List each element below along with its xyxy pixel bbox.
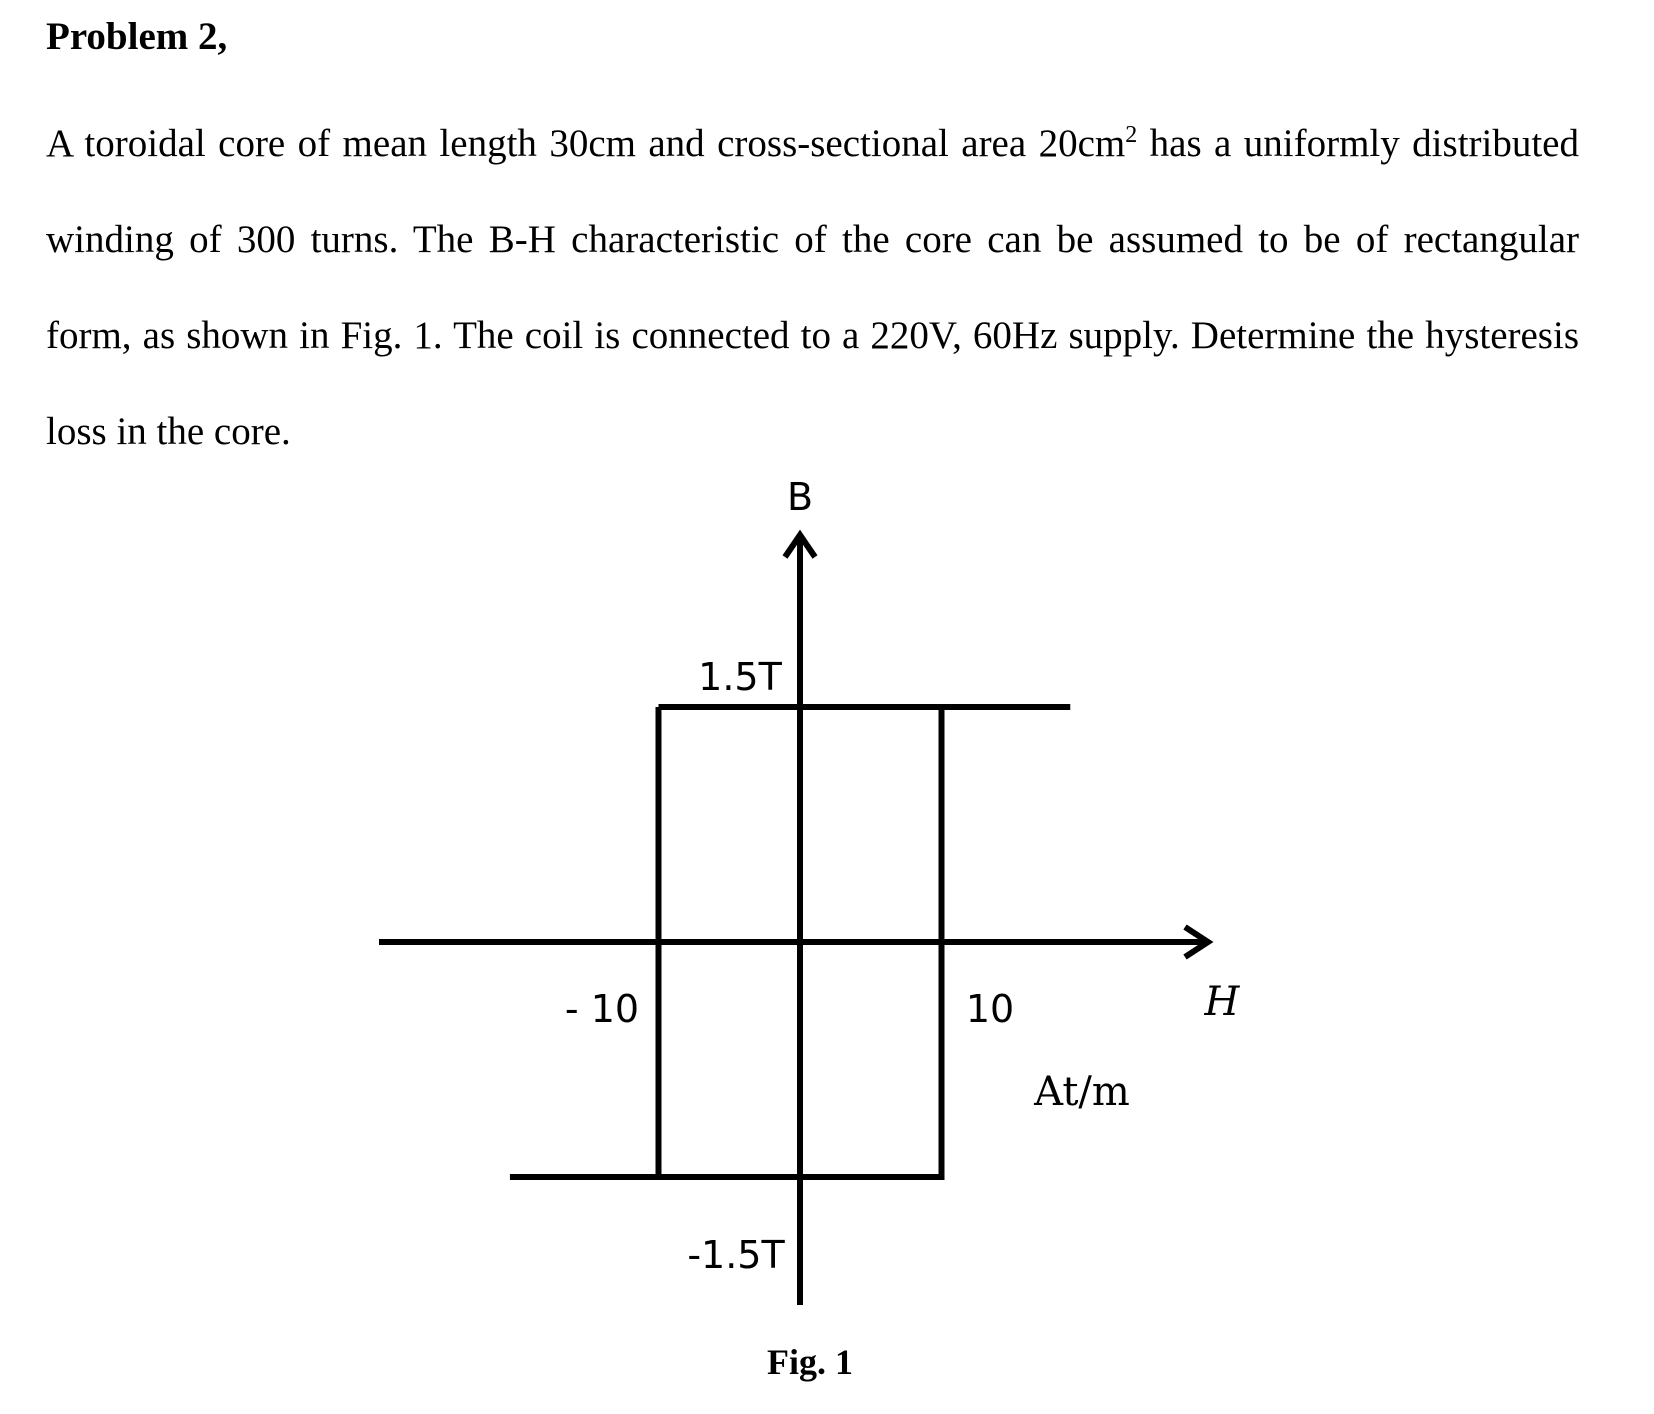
superscript: 2 xyxy=(1125,122,1138,148)
figure-caption: Fig. 1 xyxy=(767,1342,853,1382)
problem-title: Problem 2, xyxy=(46,15,228,58)
h-unit-label: At/m xyxy=(1034,1069,1130,1115)
tick-label-h-min: - 10 xyxy=(564,987,640,1031)
b-axis-label: B xyxy=(786,475,814,519)
tick-label-b-min: -1.5T xyxy=(687,1233,785,1277)
tick-label-h-max: 10 xyxy=(965,987,1015,1031)
tick-label-b-max: 1.5T xyxy=(698,655,782,699)
statement-part-1: A toroidal core of mean length 30cm and cross-sectional area 20cm xyxy=(46,122,1126,165)
h-axis-label: H xyxy=(1204,979,1240,1025)
statement-part-2: has a uniformly distributed winding of 300 turns. The B-H characteristic of the core can be assumed to be of rectangular form, as shown in Fig. 1. The coil is connected to a 220V, 60Hz supply. Determine the hysteresis loss in the core. xyxy=(46,122,1579,453)
